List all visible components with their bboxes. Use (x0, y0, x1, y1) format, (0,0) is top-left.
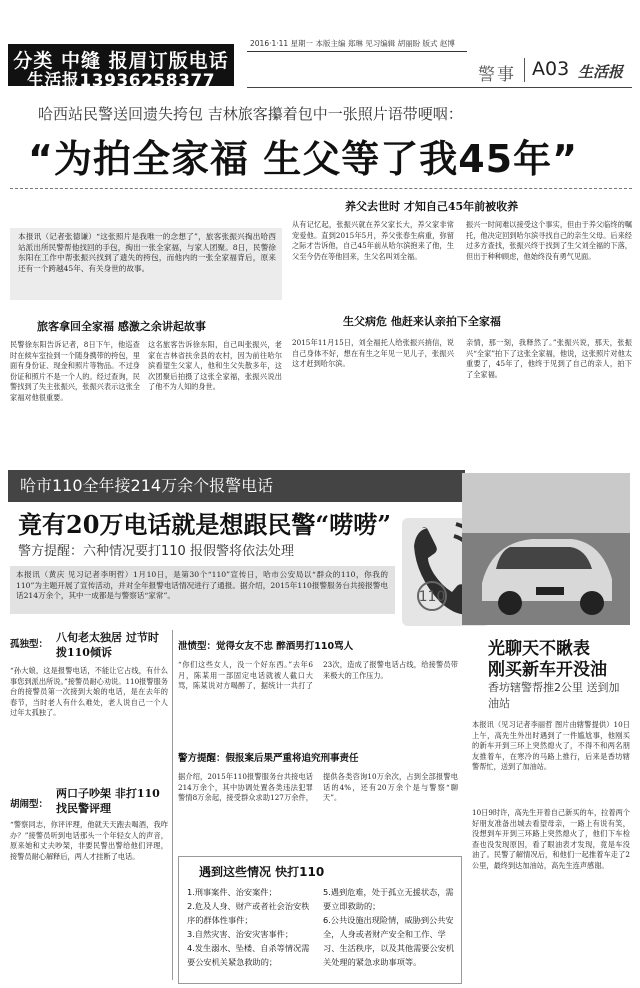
emergency-item: 4.发生溺水、坠楼、自杀等情况需要公安机关紧急救助的； (187, 943, 310, 967)
story3-headline-1: 光聊天不瞅表 (488, 639, 590, 659)
story1-subtitle-2: 养父去世时 才知自己45年前被收养 (345, 200, 519, 213)
story2-lead: 本报讯（黄庆 见习记者李明哲）1月10日，是第30个“110”宣传日，哈市公安局以“群众的110，你我的110”为主题开展了宣传活动，并对全年报警电话情况进行了通报。据介绍，2015年110报警服务台共接报警电话214万余个，其中一成都是与警察话“家常”。 (16, 570, 388, 601)
emergency-item: 3.自然灾害、治安灾害事件； (187, 929, 294, 939)
story1-subtitle-3: 生父病危 他赶来认亲拍下全家福 (343, 315, 501, 328)
ad-title: 分类 中缝 报眉订版电话 (13, 50, 229, 72)
story2-headline-lonely: 八旬老太独居 过节时拨110倾诉 (56, 631, 159, 659)
emergency-box (178, 856, 462, 984)
emergency-box-title-bar (199, 861, 349, 881)
story2-header: 哈市110全年接214万余个报警电话 (20, 476, 274, 495)
story1-col5: 2015年11月15日，刘全福托人给张振兴捎信，说自己身体不好，想在有生之年见一见儿子，张振兴这才赶到哈尔滨。 (292, 338, 454, 369)
emergency-item: 1.刑事案件、治安案件； (187, 887, 277, 897)
story1-col3: 从有记忆起，张振兴就在养父家长大，养父家非常宠爱他。直到2015年5月，养父张春生病重，弥留之际才告诉他，自己45年前从哈尔滨抱来了他，生父至今仍在等他回来，生父名叫刘全福。 (292, 220, 454, 261)
story1-subtitle-1: 旅客拿回全家福 感激之余讲起故事 (37, 320, 206, 333)
story2-headline: 竟有20万电话就是想跟民警“唠唠” (18, 510, 392, 539)
story2-label-prank: 胡闹型： (10, 799, 49, 810)
story2-headline-warning: 警方提醒：假报案后果严重将追究刑事责任 (178, 753, 359, 764)
story1-divider (10, 188, 632, 189)
section-divider (524, 58, 525, 82)
story2-col-warning: 据介绍，2015年110报警服务台共接电话214万余个，其中协调处置各类违法犯罪警情8万余起，接受群众求助127万余件，提供各类咨询10万余次，占到全部报警电话的4%，还有20万余个是与警察“聊天”。 (178, 772, 458, 803)
story3-subhead: 香坊辖警帮推2公里 送到加油站 (488, 681, 620, 710)
emergency-item: 5.遇到危难，处于孤立无援状态，需要立即救助的； (323, 887, 454, 911)
header-rule (247, 51, 467, 52)
story1-col2: 这名旅客告诉徐东阳，自己叫张振兴，老家在吉林省扶余县的农村，因为前往哈尔滨看望生父家人，他和生父失散多年，这次团聚后拍摄了这张全家福，张振兴说出了他不为人知的身世。 (148, 340, 282, 392)
emergency-item: 2.危及人身、财产或者社会治安秩序的群体性事件； (187, 901, 310, 925)
phone-110-text: 110 (418, 589, 446, 605)
column-rule-1 (172, 630, 173, 980)
story3-lead: 本报讯（见习记者李丽哲 图片由辖警提供）10日上午，高先生外出时遇到了一件尴尬事，他刚买的新车开到三环上突然熄火了，不得不和两名朋友推着车，在寒冷的马路上推行，后来是香坊辖警帮忙，送到了加油站。 (472, 720, 630, 772)
story2-headline-prank: 两口子吵架 非打110找民警评理 (56, 787, 160, 815)
story2-label-lonely: 孤独型： (10, 639, 49, 650)
classified-ad-banner (8, 44, 234, 91)
car-photo-graphic (462, 473, 630, 625)
story2-col-lonely: “孙大娘，这是报警电话，不能让它占线，有什么事您到派出所说。”接警员耐心劝说。110报警服务台的接警员第一次接到大娘的电话，是在去年的春节，当时老人有什么难处，老人说自己一个人过年太孤独了。 (10, 666, 168, 718)
story3-headline-2: 刚买新车开没油 (488, 660, 607, 680)
story2-header-bar (8, 470, 465, 502)
story1-headline: “为拍全家福 生父等了我45年” (28, 137, 579, 181)
header-rule-bottom (247, 87, 632, 88)
car-photo (462, 473, 630, 625)
story2-subhead: 警方提醒：六种情况要打110 报假警将依法处理 (18, 544, 294, 559)
story2-col-prank: “警察同志，你评评理，他就天天跑去喝酒，我咋办？”接警员听到电话那头一个年轻女人的声音，原来她和丈夫吵架，非要民警出警给他们评理，接警员耐心解释后，两人才挂断了电话。 (10, 820, 168, 861)
story1-kicker: 哈西站民警送回遗失挎包 吉林旅客攥着包中一张照片语带哽咽： (38, 105, 463, 123)
story2-headline-vent: 泄愤型：觉得女友不忠 醉酒男打110骂人 (178, 641, 354, 652)
ad-phone: 生活报13936258377 (26, 71, 216, 91)
emergency-list-right (323, 885, 455, 969)
emergency-item: 6.公共设施出现险情，威胁到公共安全，人身或者财产安全和工作、学习、生活秩序，以及其他需要公安机关处理的紧急求助事项等。 (323, 915, 455, 967)
story1-lead: 本报讯（记者张德谦）“这张照片是我唯一的念想了”，旅客张振兴掏出哈西站派出所民警帮他找回的手包，掏出一张全家福，与家人团聚。8日，民警徐东阳在工作中帮张振兴找到了遗失的挎包，而他内的一张全家福背后，原来还有一个跨越45年、有关身世的故事。 (18, 232, 276, 273)
story2-col-vent: “你们这些女人，没一个好东西。”去年6月，陈某用一部固定电话就被人截口大骂，陈某说对方喝醉了，据统计一共打了23次，造成了报警电话占线，给接警员带来极大的工作压力。 (178, 660, 458, 691)
page-number: A03 (532, 58, 570, 80)
story1-col4: 振兴一时间难以接受这个事实，但由于养父临终的嘱托，他决定回到哈尔滨寻找自己的亲生父母。后来经过多方查找，张振兴终于找到了生父刘全福的下落，但出于种种顾虑，他始终没有勇气见面。 (466, 220, 632, 261)
story1-col1: 民警徐东阳告诉记者，8日下午，他巡查时在候车室捡到一个随身携带的挎包，里面有身份证、现金和照片等物品。不过身份证和照片不是一个人的。经过查询，民警找到了失主张振兴，张振兴表示这张全家福对他很重要。 (10, 340, 140, 402)
emergency-list-left (187, 885, 315, 969)
brand-logo: 生活报 (578, 63, 624, 81)
emergency-box-title: 遇到这些情况 快打110 (199, 865, 325, 879)
story1-col6: 亲情，那一刻，我释然了。”张振兴说，那天，张振兴“全家”拍下了这张全家福，他说，这张照片对他太重要了，45年了，他终于见到了自己的亲人，拍下了全家福。 (466, 338, 632, 379)
story3-body: 10日9时许，高先生开着自己新买的车，拉着两个好朋友准备出城去看望母亲，一路上有说有笑，没想到车开到三环路上突然熄火了，他们下车检查也没发现原因，看了眼油表才发现，竟是车没油了。民警了解情况后，和他们一起推着车走了2公里，最终到达加油站，高先生连声感谢。 (472, 808, 630, 870)
section-name: 警事 (478, 65, 516, 85)
dateline: 2016·1·11 星期一 本版主编 郑琳 见习编辑 胡丽盼 版式 赵博 (250, 39, 455, 48)
